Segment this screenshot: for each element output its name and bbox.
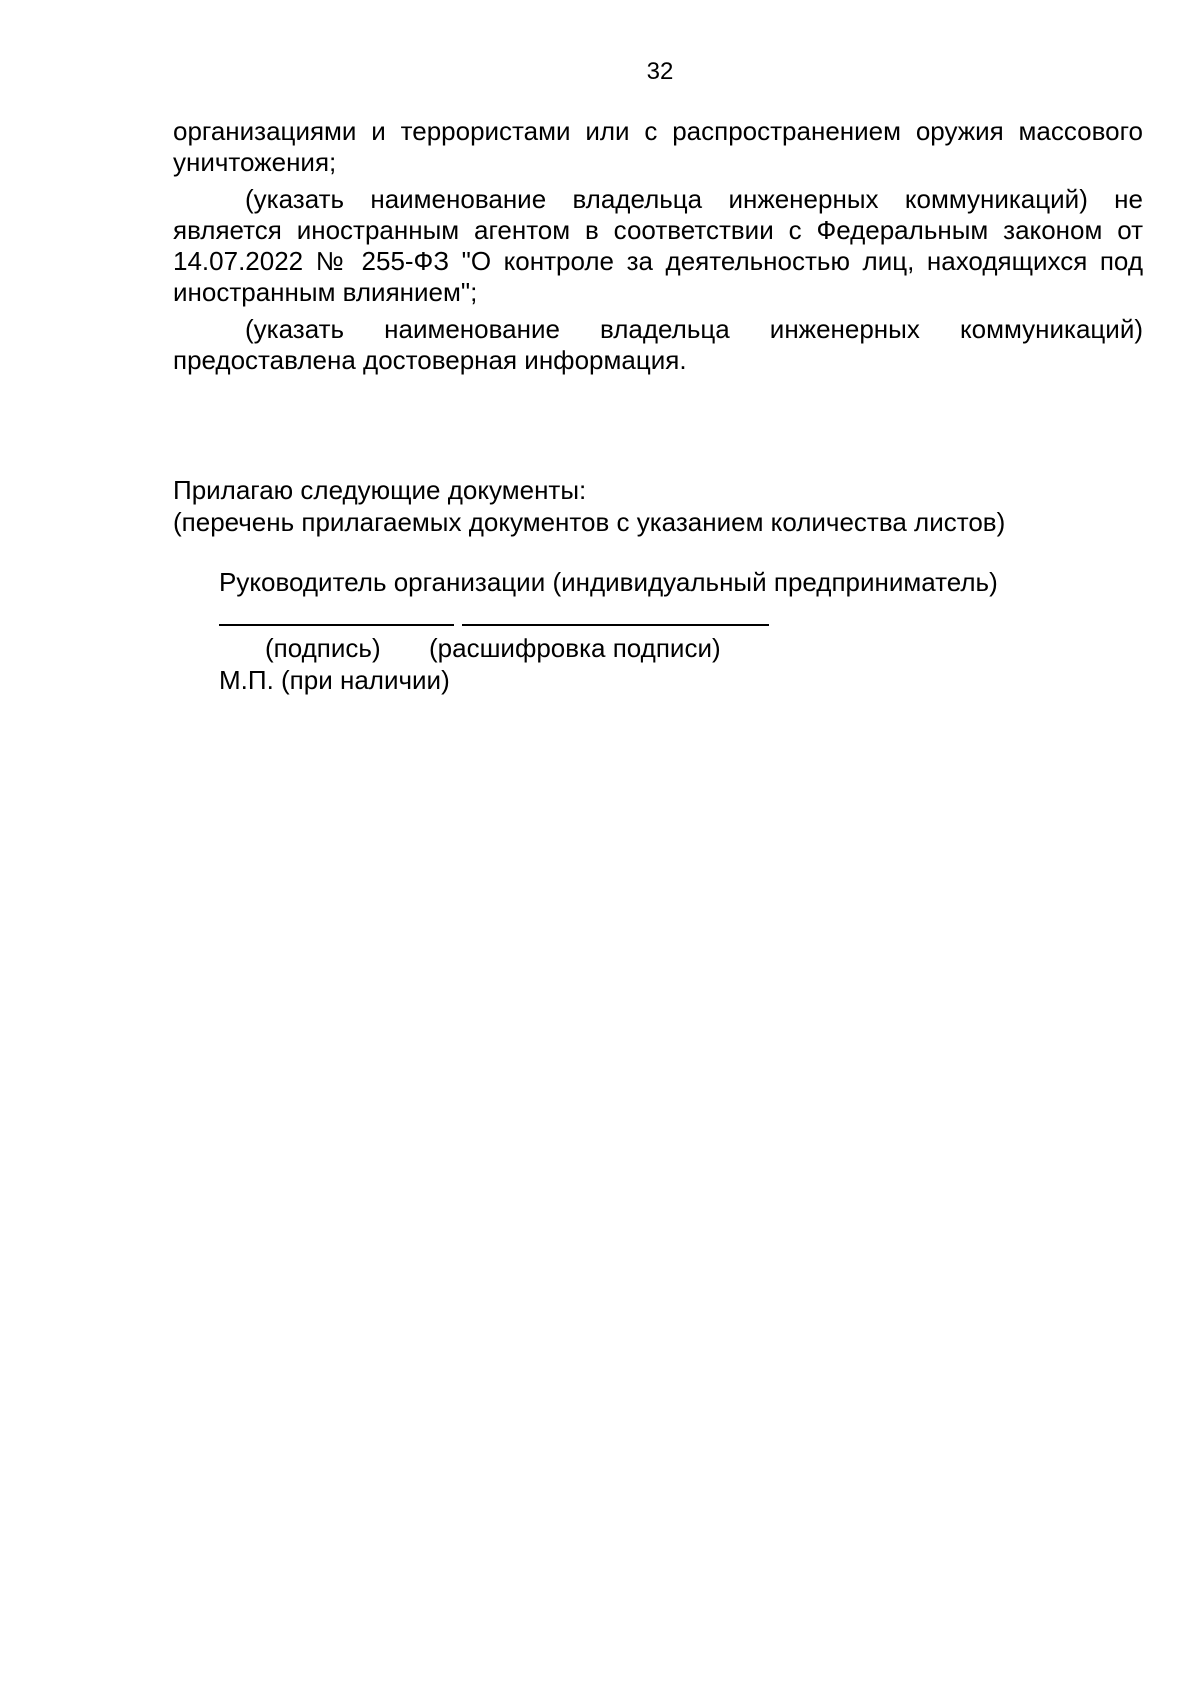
signature-captions: [219, 632, 1119, 664]
attachments-heading: Прилагаю следующие документы:: [173, 475, 587, 505]
signatory-title: Руководитель организации (индивидуальный предприниматель): [219, 567, 998, 597]
paragraph-reliable-info-line2: предоставлена достоверная информация.: [173, 345, 687, 375]
signature-line: [219, 624, 454, 626]
signature-decoding-caption: (расшифровка подписи): [429, 633, 721, 663]
paragraph-foreign-agent: (указать наименование владельца инженерных коммуникаций) не является иностранным агентом в соответствии с Федеральным законом от 14.07.2022 № 255-ФЗ "О контроле за деятельностью лиц, находящихся под иностранным влиянием";: [173, 184, 1143, 307]
signature-section: [219, 566, 1119, 696]
signature-lines: [219, 604, 1119, 626]
attachments-section: [173, 474, 1143, 538]
attachments-note: (перечень прилагаемых документов с указанием количества листов): [173, 507, 1006, 537]
document-body: [173, 116, 1143, 376]
signature-decoding-line: [462, 624, 769, 626]
stamp-note: М.П. (при наличии): [219, 665, 450, 695]
signature-caption: (подпись): [265, 633, 381, 663]
paragraph-organizations: организациями и террористами или с распространением оружия массового уничтожения;: [173, 116, 1143, 177]
page-number: 32: [646, 58, 674, 85]
paragraph-reliable-info-line1: (указать наименование владельца инженерных коммуникаций): [245, 314, 1143, 344]
